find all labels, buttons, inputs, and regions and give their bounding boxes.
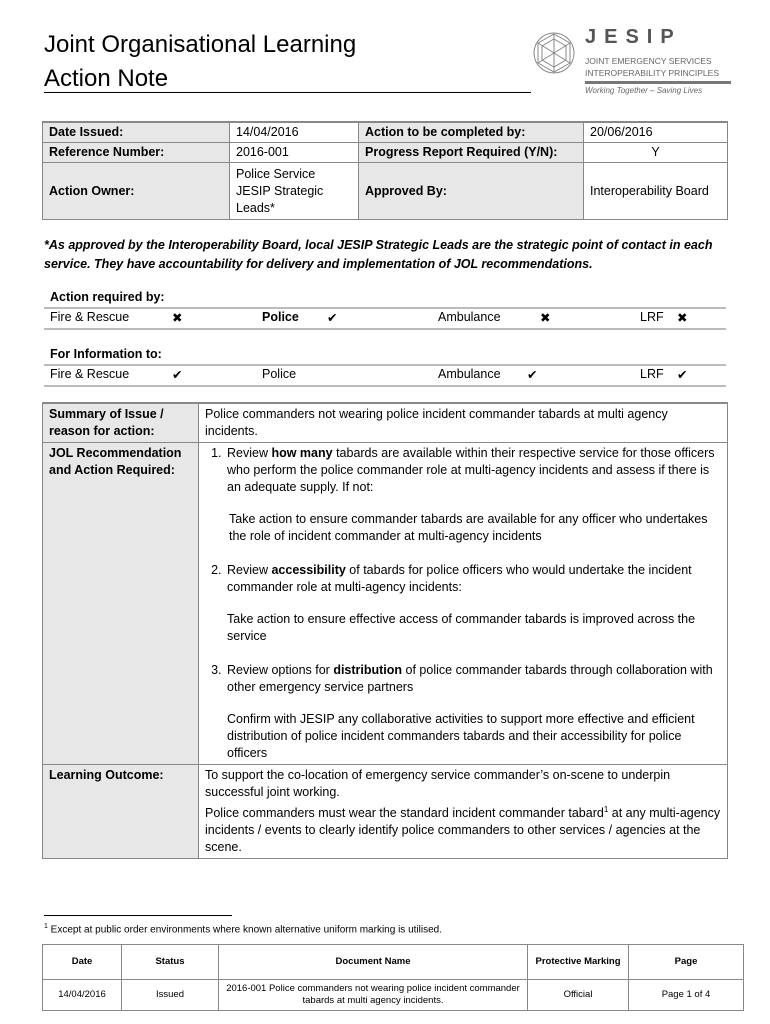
footnote-number: 1 bbox=[44, 923, 48, 930]
document-footer bbox=[42, 944, 744, 1011]
info-fire-label: Fire & Rescue bbox=[50, 367, 130, 381]
action-lrf-mark-icon: ✖ bbox=[677, 311, 688, 325]
list-item bbox=[225, 445, 721, 545]
footnote-ref: 1 bbox=[603, 805, 609, 814]
action-ambulance-label: Ambulance bbox=[438, 310, 501, 324]
page-title bbox=[44, 28, 356, 96]
action-owner-value: Police Service JESIP Strategic Leads* bbox=[230, 163, 359, 220]
learning-text-post: at any multi-agency incidents / events to clearly identify police commanders to other services / agencies at the scene. bbox=[205, 806, 721, 855]
info-lrf-label: LRF bbox=[640, 367, 664, 381]
summary-text: Police commanders not wearing police incident commander tabards at multi agency incidents. bbox=[199, 403, 728, 443]
footnote-divider bbox=[44, 915, 232, 916]
learning-label: Learning Outcome: bbox=[43, 765, 199, 859]
info-police-label: Police bbox=[262, 367, 297, 381]
info-table bbox=[42, 121, 728, 220]
approved-value: Interoperability Board bbox=[584, 163, 728, 220]
footer-header-document: Document Name bbox=[219, 945, 528, 980]
recommendation-list bbox=[205, 445, 721, 762]
action-by-value: 20/06/2016 bbox=[584, 122, 728, 143]
approval-note: *As approved by the Interoperability Board, local JESIP Strategic Leads are the strategic point of contact in each service. They have accountability for delivery and implementation of JOL recommendations. bbox=[44, 238, 713, 271]
logo-tagline: Working Together – Saving Lives bbox=[585, 86, 703, 95]
item-bold: accessibility bbox=[271, 563, 346, 577]
action-police-label: Police bbox=[262, 310, 299, 324]
progress-value: Y bbox=[584, 143, 728, 163]
footer-page: Page 1 of 4 bbox=[629, 980, 744, 1011]
progress-label: Progress Report Required (Y/N): bbox=[359, 143, 584, 163]
summary-label: Summary of Issue / reason for action: bbox=[43, 403, 199, 443]
action-lrf-label: LRF bbox=[640, 310, 664, 324]
learning-line-1: To support the co-location of emergency service commander’s on-scene to underpin successful joint working. bbox=[205, 768, 671, 799]
action-required-label: Action required by: bbox=[50, 290, 165, 304]
title-divider bbox=[44, 92, 531, 93]
info-ambulance-label: Ambulance bbox=[438, 367, 501, 381]
item-text: tabards are available within their respective service for those officers who perform the police commander role at multi-agency incidents and assess if there is an adequate supply. If not: bbox=[227, 446, 715, 494]
date-issued-label: Date Issued: bbox=[43, 122, 230, 143]
action-fire-mark-icon: ✖ bbox=[172, 311, 183, 325]
jesip-logo-icon bbox=[531, 30, 577, 76]
footer-date: 14/04/2016 bbox=[43, 980, 122, 1011]
title-line-1: Joint Organisational Learning bbox=[44, 31, 357, 58]
item-text: Review bbox=[227, 563, 272, 577]
for-information-label: For Information to: bbox=[50, 347, 162, 361]
recommendation-content bbox=[199, 443, 728, 765]
footer-header-status: Status bbox=[122, 945, 219, 980]
item-action: Take action to ensure commander tabards are available for any officer who undertakes the role of incident commander at multi-agency incidents bbox=[229, 512, 708, 543]
footer-header-marking: Protective Marking bbox=[528, 945, 629, 980]
logo-subtitle bbox=[585, 55, 719, 79]
item-text: Review options for bbox=[227, 663, 334, 677]
footer-document-name: 2016-001 Police commanders not wearing police incident commander tabards at multi agency incidents. bbox=[219, 980, 528, 1011]
action-table bbox=[42, 402, 728, 859]
title-line-2: Action Note bbox=[44, 65, 169, 92]
action-fire-label: Fire & Rescue bbox=[50, 310, 130, 324]
recommendation-label: JOL Recommendation and Action Required: bbox=[43, 443, 199, 765]
info-ambulance-mark-icon: ✔ bbox=[527, 368, 538, 382]
learning-line-2 bbox=[205, 801, 721, 856]
action-police-mark-icon: ✔ bbox=[327, 311, 338, 325]
item-bold: how many bbox=[271, 446, 333, 460]
learning-text bbox=[199, 765, 728, 859]
footer-status: Issued bbox=[122, 980, 219, 1011]
action-required-row bbox=[44, 307, 726, 330]
footer-header-date: Date bbox=[43, 945, 122, 980]
logo-wordmark: JESIP bbox=[585, 26, 682, 48]
list-item bbox=[225, 562, 721, 645]
learning-text-pre: Police commanders must wear the standard incident commander tabard bbox=[205, 806, 604, 821]
footnote bbox=[44, 920, 442, 937]
footer-header-page: Page bbox=[629, 945, 744, 980]
date-issued-value: 14/04/2016 bbox=[230, 122, 359, 143]
info-lrf-mark-icon: ✔ bbox=[677, 368, 688, 382]
item-text: Review bbox=[227, 446, 272, 460]
list-item bbox=[225, 662, 721, 762]
logo-sub-line-2: INTEROPERABILITY PRINCIPLES bbox=[585, 68, 719, 78]
action-by-label: Action to be completed by: bbox=[359, 122, 584, 143]
item-action: Confirm with JESIP any collaborative activities to support more effective and efficient distribution of police incident commanders tabards and their accessibility for police officers bbox=[227, 712, 695, 760]
for-information-row bbox=[44, 364, 726, 387]
info-fire-mark-icon: ✔ bbox=[172, 368, 183, 382]
action-ambulance-mark-icon: ✖ bbox=[540, 311, 551, 325]
item-bold: distribution bbox=[333, 663, 403, 677]
footnote-text: Except at public order environments where known alternative uniform marking is utilised. bbox=[47, 924, 442, 936]
item-text: of tabards for police officers who would undertake the incident commander role at multi-agency incidents: bbox=[227, 563, 692, 594]
logo-divider bbox=[585, 81, 731, 84]
reference-label: Reference Number: bbox=[43, 143, 230, 163]
approved-label: Approved By: bbox=[359, 163, 584, 220]
item-action: Take action to ensure effective access of commander tabards is improved across the service bbox=[227, 612, 696, 643]
reference-value: 2016-001 bbox=[230, 143, 359, 163]
item-text: of police commander tabards through collaboration with other emergency service partners bbox=[227, 663, 713, 694]
footer-marking: Official bbox=[528, 980, 629, 1011]
logo-sub-line-1: JOINT EMERGENCY SERVICES bbox=[585, 56, 712, 66]
action-owner-label: Action Owner: bbox=[43, 163, 230, 220]
